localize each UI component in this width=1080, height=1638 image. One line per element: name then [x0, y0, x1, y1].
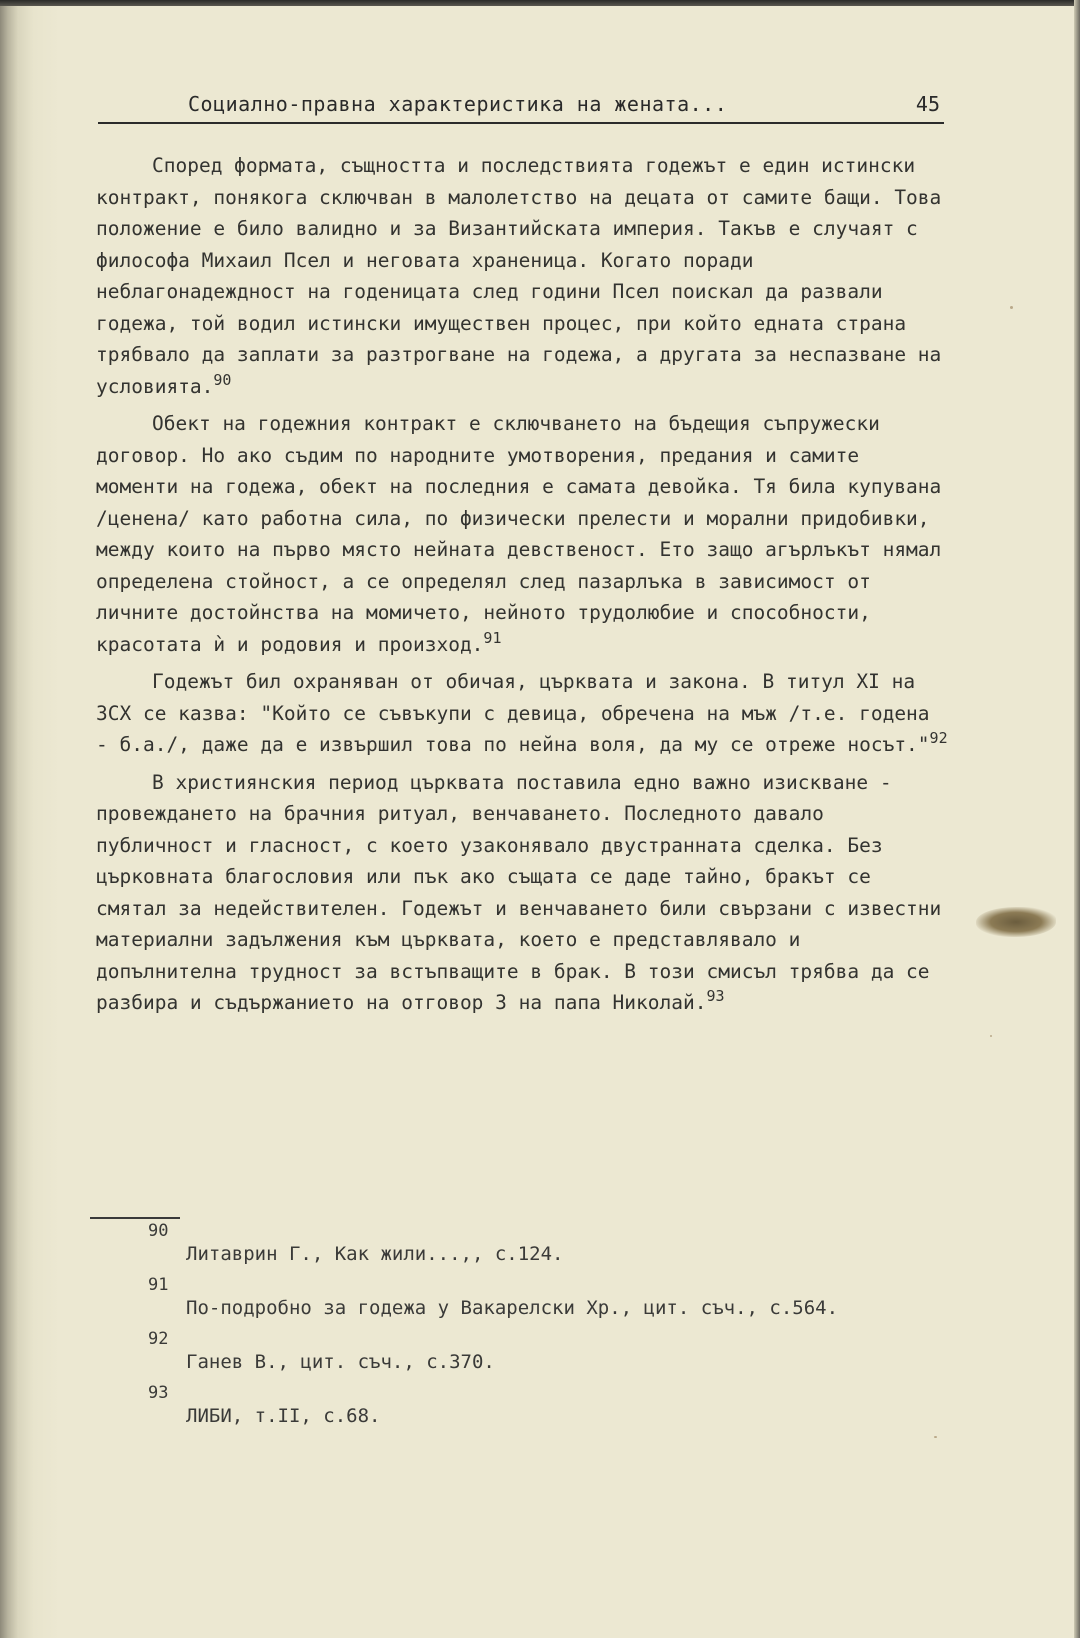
main-text	[96, 150, 952, 1025]
running-title: Социално-правна характеристика на жената...	[188, 92, 728, 116]
paragraph-text: Обект на годежния контракт е сключването на бъдещия съпружески договор. Но ако съдим по народните умотворения, предания и самите моменти на годежа, обект на последния е самата девойка. Тя била купувана /ценена/ като работна сила, по физически прелести и морални придобивки, между които на първо място нейната девственост. Ето защо агърлъкът нямал определена стойност, а се определял след пазарлъка в зависимост от личните достойнства на момичето, нейното трудолюбие и способности, красотата ѝ и родовия и произход.	[96, 412, 942, 656]
paper-speck	[1010, 306, 1013, 309]
footnote	[92, 1384, 948, 1430]
footnote-text: Ганев В., цит. съч., с.370.	[186, 1351, 495, 1373]
note-ref: 90	[213, 370, 232, 389]
paragraph	[96, 767, 952, 1019]
footnote-text: По-подробно за годежа у Вакарелски Хр., цит. съч., с.564.	[186, 1297, 839, 1319]
page-right-edge	[1074, 0, 1080, 1638]
page-number: 45	[915, 92, 940, 116]
paragraph	[96, 666, 952, 761]
paper-stain	[976, 907, 1056, 937]
footnote-rule	[90, 1217, 180, 1219]
note-ref: 91	[483, 628, 502, 647]
paragraph-text: Според формата, същността и последствията годежът е един истински контракт, понякога сключван в малолетство на децата от самите бащи. Това положение е било валидно и за Византийската империя. Такъв е случаят с философа Михаил Псел и неговата храненица. Когато поради неблагонадеждност на годеницата след години Псел поискал да развали годежа, той водил истински имуществен процес, при който едната страна трябвало да заплати за разтрогване на годежа, а другата за неспазване на условията.	[96, 154, 942, 398]
footnote-text: Литаврин Г., Как жили...,, с.124.	[186, 1243, 564, 1265]
footnote	[92, 1222, 948, 1268]
footnote-number: 92	[148, 1329, 169, 1349]
note-ref: 92	[929, 729, 948, 747]
running-header	[98, 88, 944, 124]
paragraph-text: Годежът бил охраняван от обичая, църквата и закона. В титул XI на ЗСХ се казва: "Който се съвъкупи с девица, обречена на мъж /т.е. годена - б.а./, даже да е извършил това по нейна воля, да му се отреже носът."	[96, 670, 930, 756]
paragraph-text: В християнския период църквата поставила едно важно изискване - провеждането на брачния ритуал, венчаването. Последното давало публичност и гласност, с което узаконявало двустранната сделка. Без църковната благословия или пък ако същата се даде тайно, бракът се смятал за недействителен. Годежът и венчаването били свързани с известни материални задължения към църквата, което е представлявало и допълнителна трудност за встъпващите в брак. В този смисъл трябва да се разбира и съдържанието на отговор 3 на папа Николай.	[96, 770, 942, 1014]
footnote-text: ЛИБИ, т.II, с.68.	[186, 1405, 381, 1427]
page-top-edge	[0, 0, 1080, 6]
paragraph	[96, 150, 952, 402]
footnote-number: 90	[148, 1221, 169, 1241]
footnote-number: 93	[148, 1383, 169, 1403]
paragraph	[96, 408, 952, 660]
footnote-number: 91	[148, 1275, 169, 1295]
footnote	[92, 1276, 948, 1322]
paper-speck	[990, 1035, 992, 1037]
note-ref: 93	[706, 987, 725, 1005]
footnote	[92, 1330, 948, 1376]
footnotes	[92, 1222, 948, 1438]
paper-speck	[934, 1436, 937, 1438]
